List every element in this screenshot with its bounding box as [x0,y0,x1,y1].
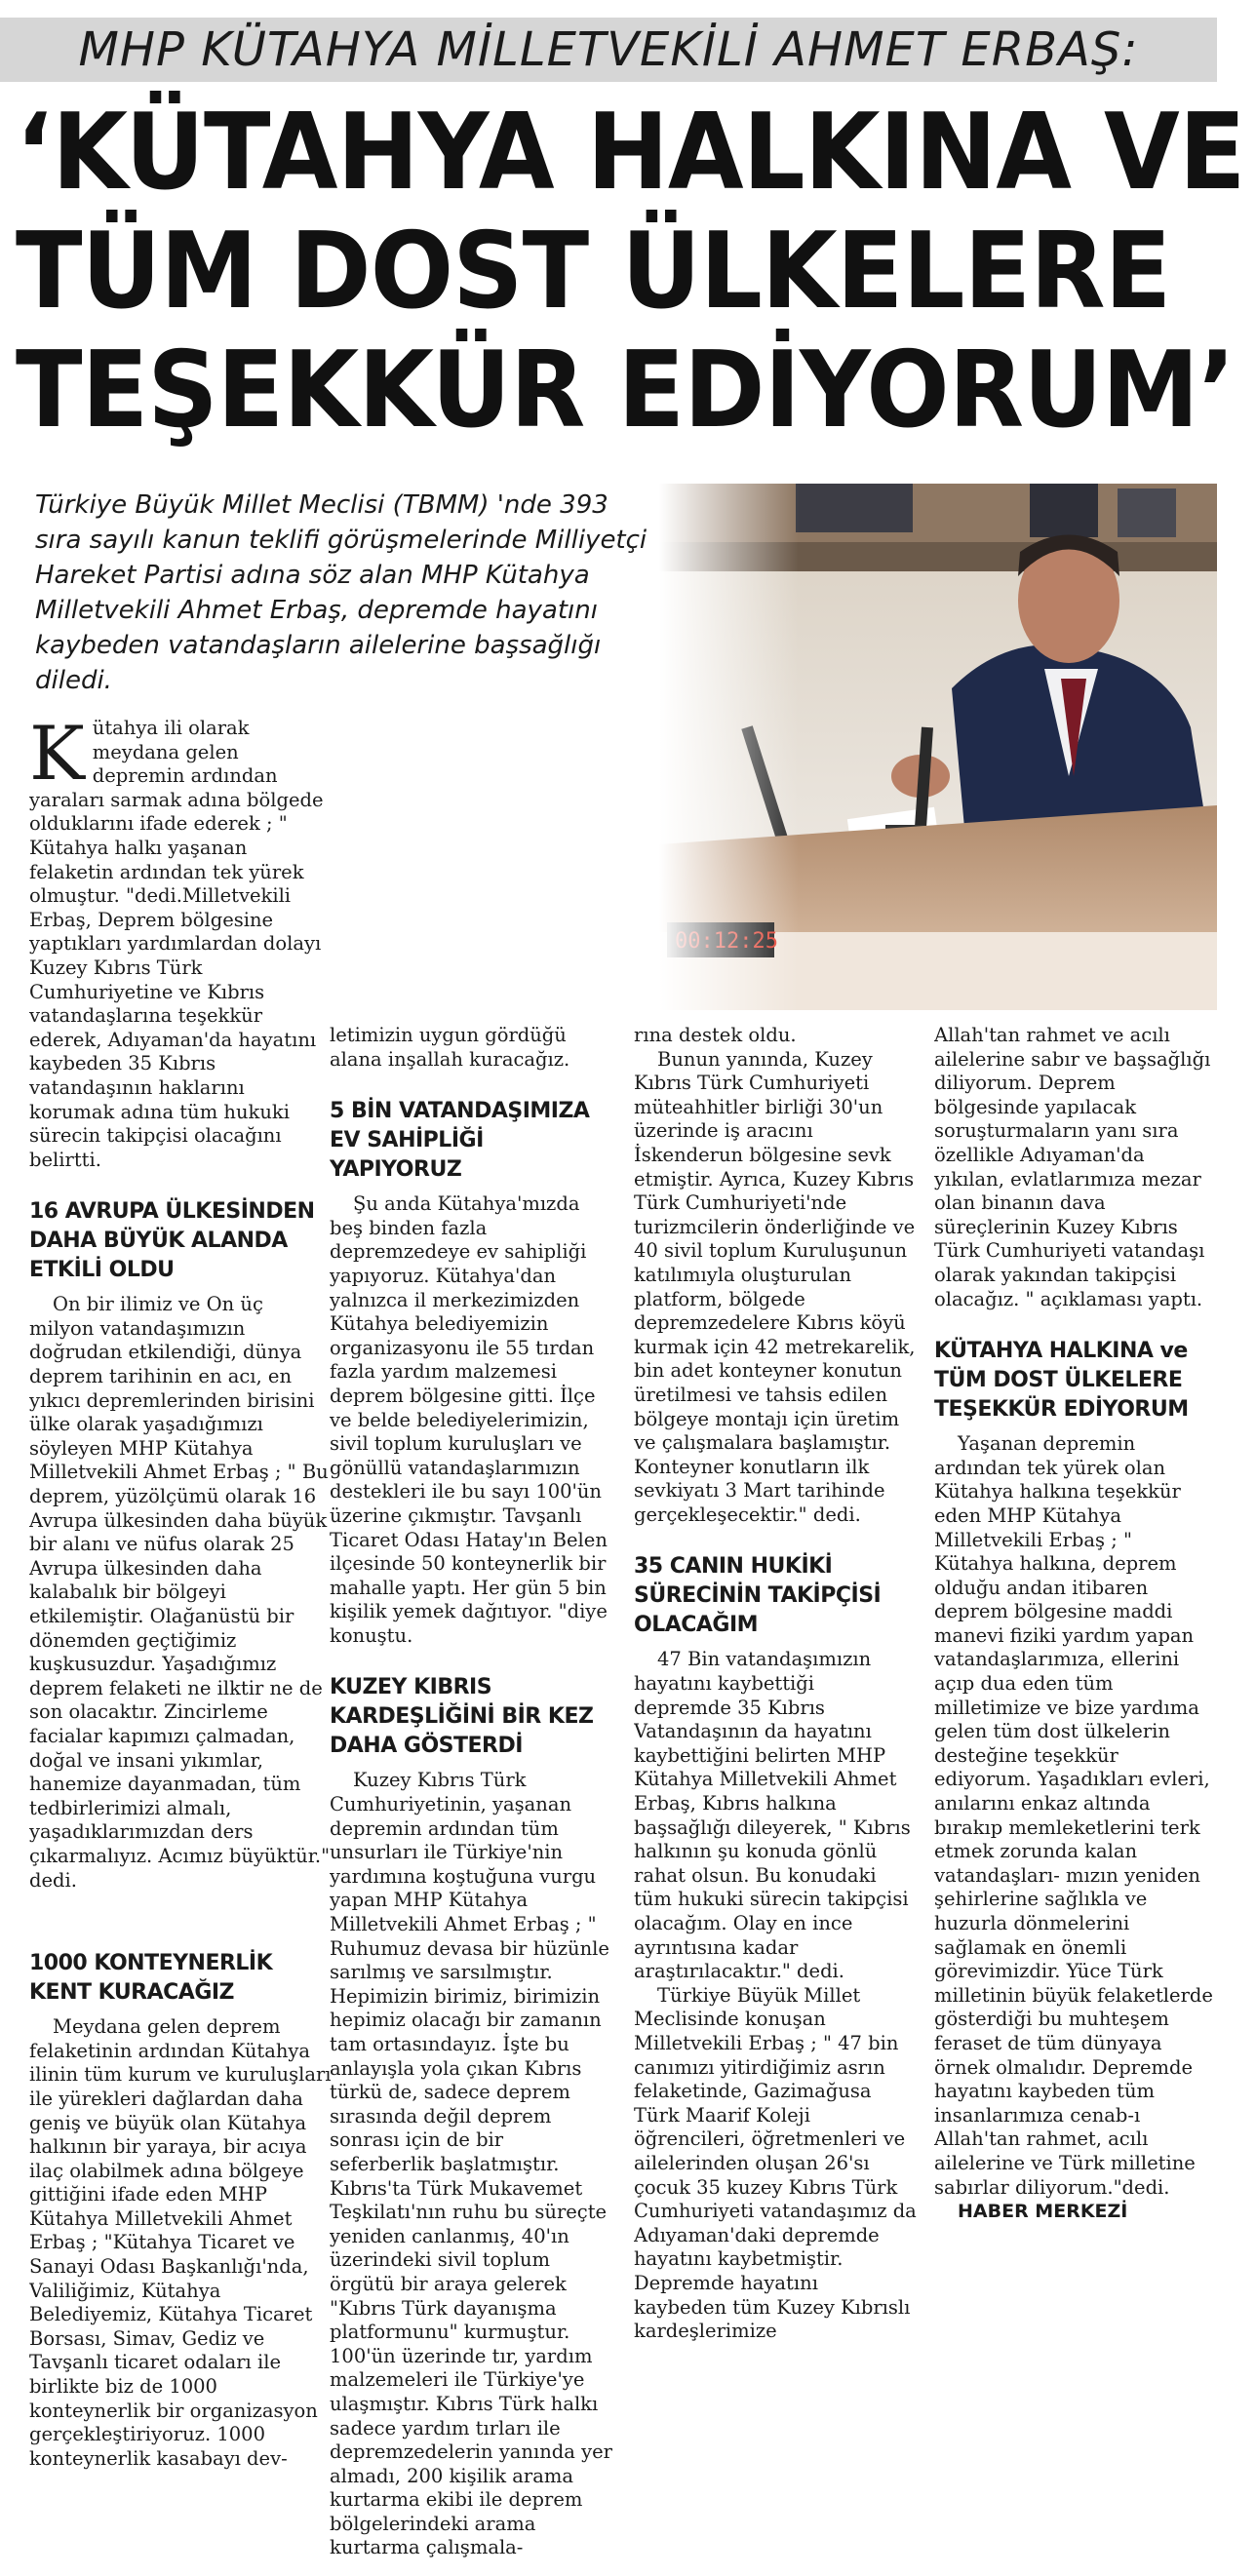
subheading-kuzey-kibris: KUZEY KIBRIS KARDEŞLİĞİNİ BİR KEZ DAHA GÖSTERDİ [330,1675,594,1759]
article-column-4 [934,1024,1217,2569]
article-column-1 [29,717,332,2569]
paragraph: Şu anda Kütahya'mızda beş binden fazla depremzedeye ev sahipliği yapıyoruz. Kütahya'dan yalnızca il merkezimizden Kütahya belediyemizin organizasyonu ile 55 tırdan fazla yardım malzemesi deprem bölgesine gitti. İlçe ve belde belediyelerimizin, sivil toplum kuruluşları ve gönüllü vatandaşlarımızın destekleri ile bu sayı 100'ün üzerine çıkmıştır. Tavşanlı Ticaret Odası Hatay'ın Belen ilçesinde 50 konteynerlik bir mahalle yaptı. Her gün 5 bin kişilik yemek dağıtıyor. "diye konuştu. [330,1192,608,1647]
paragraph: Kuzey Kıbrıs Türk Cumhuriyetinin, yaşanan depremin ardından tüm unsurları ile Türkiye'nin yardımına koştuğuna vurgu yapan MHP Kütahya Milletvekili Ahmet Erbaş ; " Ruhumuz devasa bir hüzünle sarılmış ve sarsılmıştır. Hepimizin birimiz, birimizin hepimiz olacağı bir zamanın tam ortasındayız. İşte bu anlayışla yola çıkan Kıbrıs türkü de, sadece deprem sırasında değil deprem sonrası için de bir seferberlik başlatmıştır. Kıbrıs'ta Türk Mukavemet Teşkilatı'nın ruhu bu süreçte yeniden canlanmış, 40'ın üzerindeki sivil toplum örgütü bir araya gelerek "Kıbrıs Türk dayanışma platformunu" kurmuştur. 100'ün üzerinde tır, yardım malzemeleri ile Türkiye'ye ulaşmıştır. Kıbrıs Türk halkı sadece yardım tırları ile depremzedelerin yanında yer almadı, 200 kişilik arama kurtarma ekibi ile deprem bölgelerindeki arama kurtarma çalışmala- [330,1769,612,2559]
kicker: MHP KÜTAHYA MİLLETVEKİLİ AHMET ERBAŞ: [0,18,1217,82]
article-column-2 [330,1024,612,2569]
photo-speaker-at-podium [659,484,1217,1010]
paragraph: 47 Bin vatandaşımızın hayatını kaybettiği depremde 35 Kıbrıs Vatandaşının da hayatını kaybettiğini belirten MHP Kütahya Milletvekili Ahmet Erbaş, Kıbrıs halkına başsağlığı dileyerek, " Kıbrıs halkının şu konuda gönlü rahat olsun. Bu konudaki tüm hukuki sürecin takipçisi olacağım. Olay en ince ayrıntısına kadar araştırılacaktır." dedi. [634,1648,911,1983]
headline [16,92,1245,451]
headline-line-1: ‘KÜTAHYA HALKINA VE [16,92,1245,214]
paragraph: Türkiye Büyük Millet Meclisinde konuşan Milletvekili Erbaş ; " 47 bin canımızı yitirdiğimiz asrın felaketinde, Gazimağusa Türk Maarif Koleji öğrencileri, öğretmenleri ve ailelerinden oluşan 26'sı çocuk 35 kuzey Kıbrıs Türk Cumhuriyeti vatandaşımız da Adıyaman'daki depremde hayatını kaybetmiştir. Depremde hayatını kaybeden tüm Kuzey Kıbrıslı kardeşlerimize [634,1983,917,2343]
paragraph: Allah'tan rahmet ve acılı ailelerine sabır ve başsağlığı diliyorum. Deprem bölgesinde yapılacak soruşturmaların yanı sıra özellikle Adıyaman'da yıkılan, evlatlarımıza mezar olan binanın dava süreçlerinin Kuzey Kıbrıs Türk Cumhuriyeti vatandaşı olarak yakından takipçisi olacağız. " açıklaması yaptı. [934,1024,1211,1310]
paragraph: Bunun yanında, Kuzey Kıbrıs Türk Cumhuriyeti müteahhitler birliği 30'un üzerinde iş aracını İskenderun bölgesine sevk etmiştir. Ayrıca, Kuzey Kıbrıs Türk Cumhuriyeti'nde turizmcilerin önderliğinde ve 40 sivil toplum Kuruluşunun katılımıyla oluşturulan platform, bölgede depremzedelere Kıbrıs köyü kurmak için 42 metrekarelik, bin adet konteyner konutun üretilmesi ve tahsis edilen bölgeye montajı için üretim ve çalışmalara başlamıştır. Konteyner konutların ilk sevkiyatı 3 Mart tarihinde gerçekleşecektir." dedi. [634,1047,916,1526]
lead-paragraph: Türkiye Büyük Millet Meclisi (TBMM) 'nde 393 sıra sayılı kanun teklifi görüşmelerinde Milliyetçi Hareket Partisi adına söz alan MHP Kütahya Milletvekili Ahmet Erbaş, depremde hayatını kaybeden vatandaşların ailelerine başsağlığı diledi. [35,490,648,695]
paragraph: rına destek oldu. [634,1024,797,1046]
subheading-16-avrupa: 16 AVRUPA ÜLKESİNDEN DAHA BÜYÜK ALANDA ETKİLİ OLDU [29,1199,315,1283]
subheading-tesekkur: KÜTAHYA HALKINA ve TÜM DOST ÜLKELERE TEŞEKKÜR EDİYORUM [934,1339,1189,1423]
paragraph: Yaşanan depremin ardından tek yürek olan Kütahya halkına teşekkür eden MHP Kütahya Milletvekili Erbaş ; " Kütahya halkına, deprem olduğu andan itibaren deprem bölgesine maddi manevi fiziki yardım yapan vatandaşlarımıza, ellerini açıp dua eden tüm milletimize ve bize yardıma gelen tüm dost ülkelerin desteğine teşekkür ediyorum. Yaşadıkları evleri, anılarını enkaz altında bırakıp memleketlerini terk etmek zorunda kalan vatandaşları- mızın yeniden şehirlerine sağlıkla ve huzurla dönmelerini sağlamak en önemli görevimizdir. Yüce Türk milletinin büyük felaketlerde gösterdiği bu muhteşem feraset de tüm dünyaya örnek olmalıdır. Depremde hayatını kaybeden tüm insanlarımıza cenab-ı Allah'tan rahmet, acılı ailelerine ve Türk milletine sabırlar diliyorum."dedi. [934,1432,1213,2199]
subheading-1000-konteyner: 1000 KONTEYNERLİK KENT KURACAĞIZ [29,1951,273,2006]
paragraph: On bir ilimiz ve On üç milyon vatandaşımızın doğrudan etkilendiği, dünya deprem tarihinin en acı, en yıkıcı depremlerinden birisini ülke olarak yaşadığımızı söyleyen MHP Kütahya Milletvekili Ahmet Erbaş ; " Bu deprem, yüzölçümü olarak 16 Avrupa ülkesinden daha büyük bir alanı ve nüfus olarak 25 Avrupa ülkesinden daha kalabalık bir bölgeyi etkilemiştir. Olağanüstü bir dönemden geçtiğimiz kuşkusuzdur. Yaşadığımız deprem felaketi ne ilktir ne de son olacaktır. Zincirleme facialar kapımızı çalmadan, doğal ve insani yıkımlar, hanemize dayanmadan, tüm tedbirlerimizi almalı, yaşadıklarımızdan ders çıkarmalıyız. Acımız büyüktür." dedi. [29,1293,331,1892]
subheading-5-bin: 5 BİN VATANDAŞIMIZA EV SAHİPLİĞİ YAPIYORUZ [330,1099,590,1183]
drop-cap: K [29,717,85,797]
byline: HABER MERKEZİ [958,2201,1128,2223]
headline-line-2: TÜM DOST ÜLKELERE [16,211,1171,332]
headline-line-3: TEŞEKKÜR EDİYORUM’ [16,330,1235,451]
intro-paragraph: Kütahya ili olarak meydana gelen depremin ardından yaraları sarmak adına bölgede olduklarını ifade ederek ; " Kütahya halkı yaşanan felaketin ardından tek yürek olmuştur. "dedi.Milletvekili Erbaş, Deprem bölgesine yaptıkları yardımlardan dolayı Kuzey Kıbrıs Türk Cumhuriyetine ve Kıbrıs vatandaşlarına teşekkür ederek, Adıyaman'da hayatını kaybeden 35 Kıbrıs vatandaşının haklarını korumak adına tüm hukuki sürecin takipçisi olacağını belirtti. [29,717,324,1171]
subheading-35-can: 35 CANIN HUKİKİ SÜRECİNİN TAKİPÇİSİ OLACAĞIM [634,1554,882,1638]
paragraph: letimizin uygun gördüğü alana inşallah kuracağız. [330,1024,570,1071]
article-column-3 [634,1024,917,2569]
paragraph: Meydana gelen deprem felaketinin ardından Kütahya ilinin tüm kurum ve kuruluşları ile yürekleri dağlardan daha geniş ve büyük olan Kütahya halkının bir yaraya, bir acıya ilaç olabilmek adına bölgeye gittiğini ifade eden MHP Kütahya Milletvekili Ahmet Erbaş ; "Kütahya Ticaret ve Sanayi Odası Başkanlığı'nda, Valiliğimiz, Kütahya Belediyemiz, Kütahya Ticaret Borsası, Simav, Gediz ve Tavşanlı ticaret odaları ile birlikte biz de 1000 konteynerlik bir organizasyon gerçekleştiriyoruz. 1000 konteynerlik kasabayı dev- [29,2015,332,2470]
